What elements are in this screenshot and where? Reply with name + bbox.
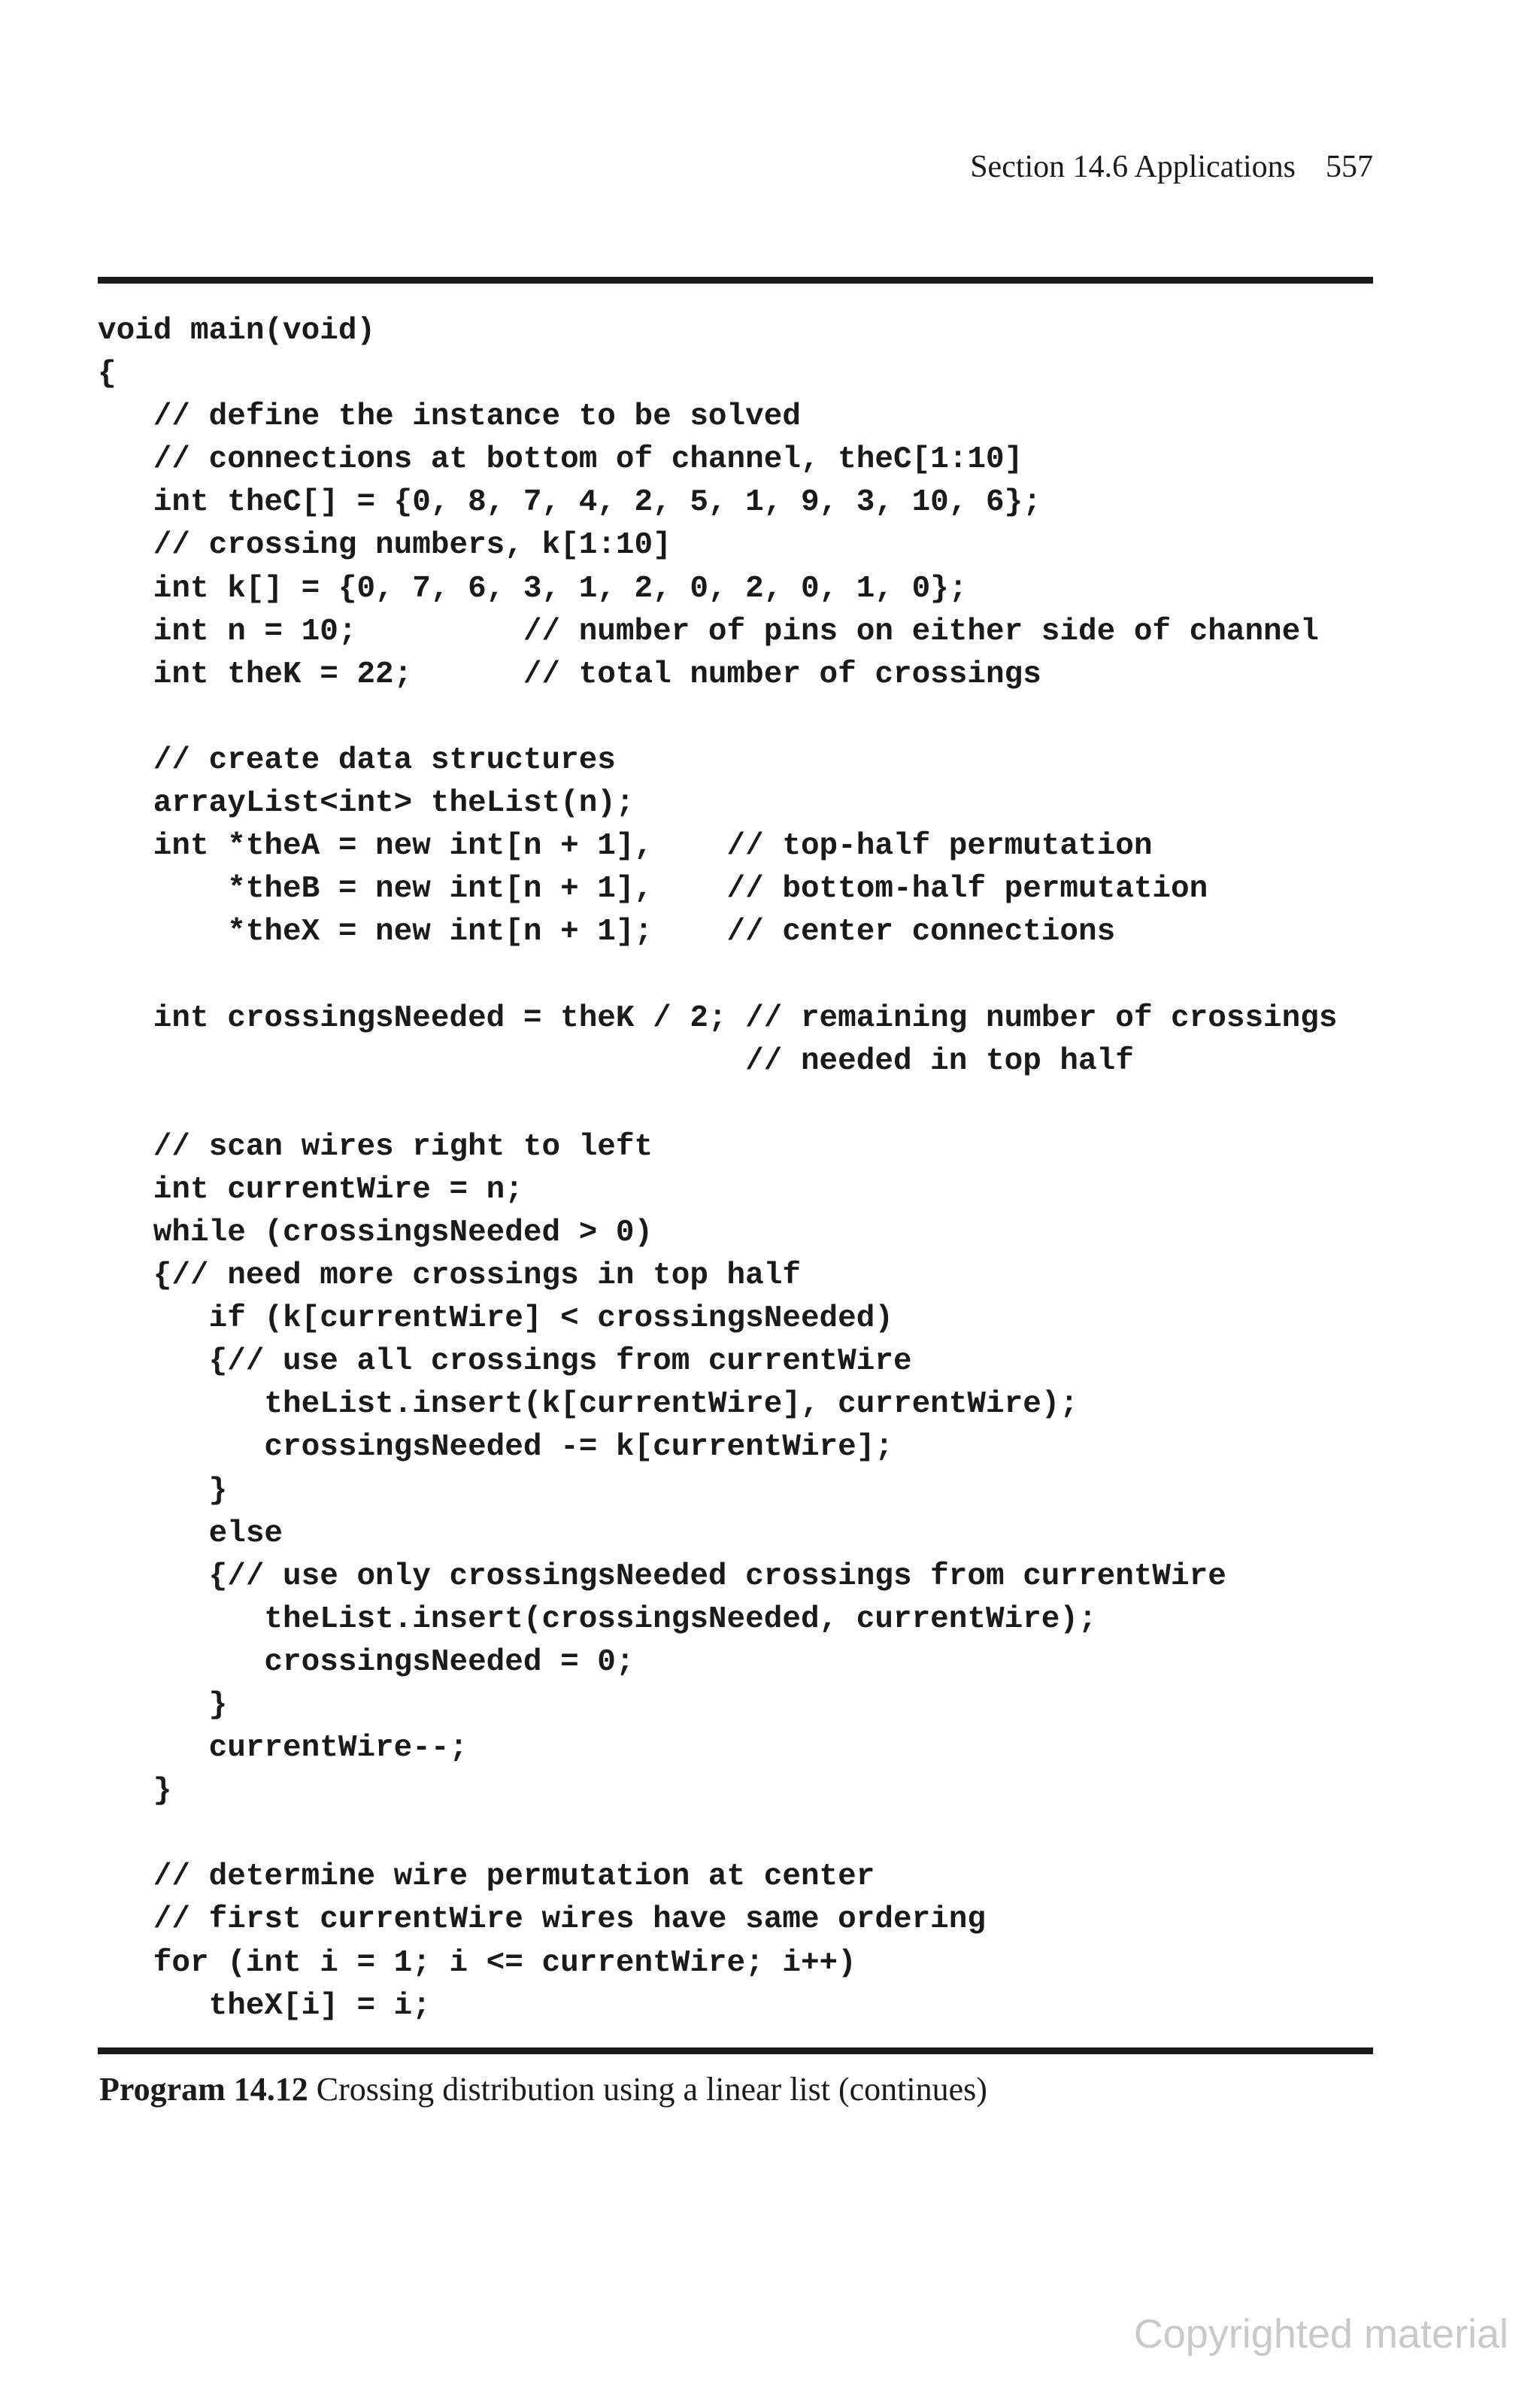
code-line: int k[] = {0, 7, 6, 3, 1, 2, 0, 2, 0, 1, 0}; [98, 571, 968, 606]
code-line: theList.insert(crossingsNeeded, currentWire); [98, 1601, 1097, 1637]
code-line [98, 954, 1337, 997]
page-number: 557 [1326, 150, 1373, 184]
code-line: theList.insert(k[currentWire], currentWire); [98, 1387, 1079, 1422]
code-line [98, 1083, 1337, 1126]
code-line: // define the instance to be solved [98, 399, 801, 435]
code-line: crossingsNeeded -= k[currentWire]; [98, 1430, 893, 1465]
code-line [98, 1813, 1337, 1856]
code-line: } [98, 1688, 228, 1723]
code-line: theX[i] = i; [98, 1988, 431, 2023]
code-line [98, 697, 1337, 739]
code-line: int theK = 22; // total number of crossings [98, 657, 1041, 692]
code-line: // scan wires right to left [98, 1129, 653, 1164]
code-line: // determine wire permutation at center [98, 1859, 875, 1895]
code-line: int *theA = new int[n + 1], // top-half permutation [98, 829, 1153, 864]
copyright-watermark: Copyrighted material [1133, 2311, 1508, 2357]
code-line: int crossingsNeeded = theK / 2; // remaining number of crossings [98, 1000, 1338, 1036]
code-line: // first currentWire wires have same ordering [98, 1902, 986, 1938]
code-line: {// use all crossings from currentWire [98, 1344, 912, 1380]
code-line: } [98, 1473, 228, 1508]
caption-text: Crossing distribution using a linear list (continues) [308, 2071, 987, 2108]
code-line: void main(void) [98, 314, 376, 348]
running-head [970, 149, 1373, 185]
code-line: } [98, 1774, 172, 1809]
code-line: // crossing numbers, k[1:10] [98, 528, 671, 563]
code-line: // connections at bottom of channel, theC[1:10] [98, 442, 1023, 478]
code-line: int theC[] = {0, 8, 7, 4, 2, 5, 1, 9, 3, 10, 6}; [98, 485, 1041, 521]
bottom-rule [98, 2047, 1373, 2054]
code-line: if (k[currentWire] < crossingsNeeded) [98, 1301, 893, 1337]
caption-label: Program 14.12 [99, 2071, 308, 2108]
code-line: // create data structures [98, 742, 616, 778]
code-line: int n = 10; // number of pins on either side of channel [98, 614, 1319, 649]
code-line: { [98, 357, 117, 392]
code-line: {// use only crossingsNeeded crossings from currentWire [98, 1559, 1226, 1594]
top-rule [98, 277, 1373, 284]
code-line: int currentWire = n; [98, 1172, 523, 1207]
code-line: {// need more crossings in top half [98, 1258, 801, 1294]
program-caption [99, 2070, 987, 2108]
code-line: else [98, 1516, 283, 1551]
code-line: for (int i = 1; i <= currentWire; i++) [98, 1945, 856, 1981]
code-line: while (crossingsNeeded > 0) [98, 1215, 653, 1250]
section-title: Section 14.6 Applications [970, 150, 1296, 184]
code-line: currentWire--; [98, 1731, 468, 1766]
code-line: arrayList<int> theList(n); [98, 786, 635, 821]
code-line: *theX = new int[n + 1]; // center connections [98, 915, 1116, 950]
code-listing [98, 310, 1337, 2028]
code-line: crossingsNeeded = 0; [98, 1644, 635, 1680]
code-line: // needed in top half [98, 1043, 1134, 1079]
code-line: *theB = new int[n + 1], // bottom-half permutation [98, 872, 1208, 907]
